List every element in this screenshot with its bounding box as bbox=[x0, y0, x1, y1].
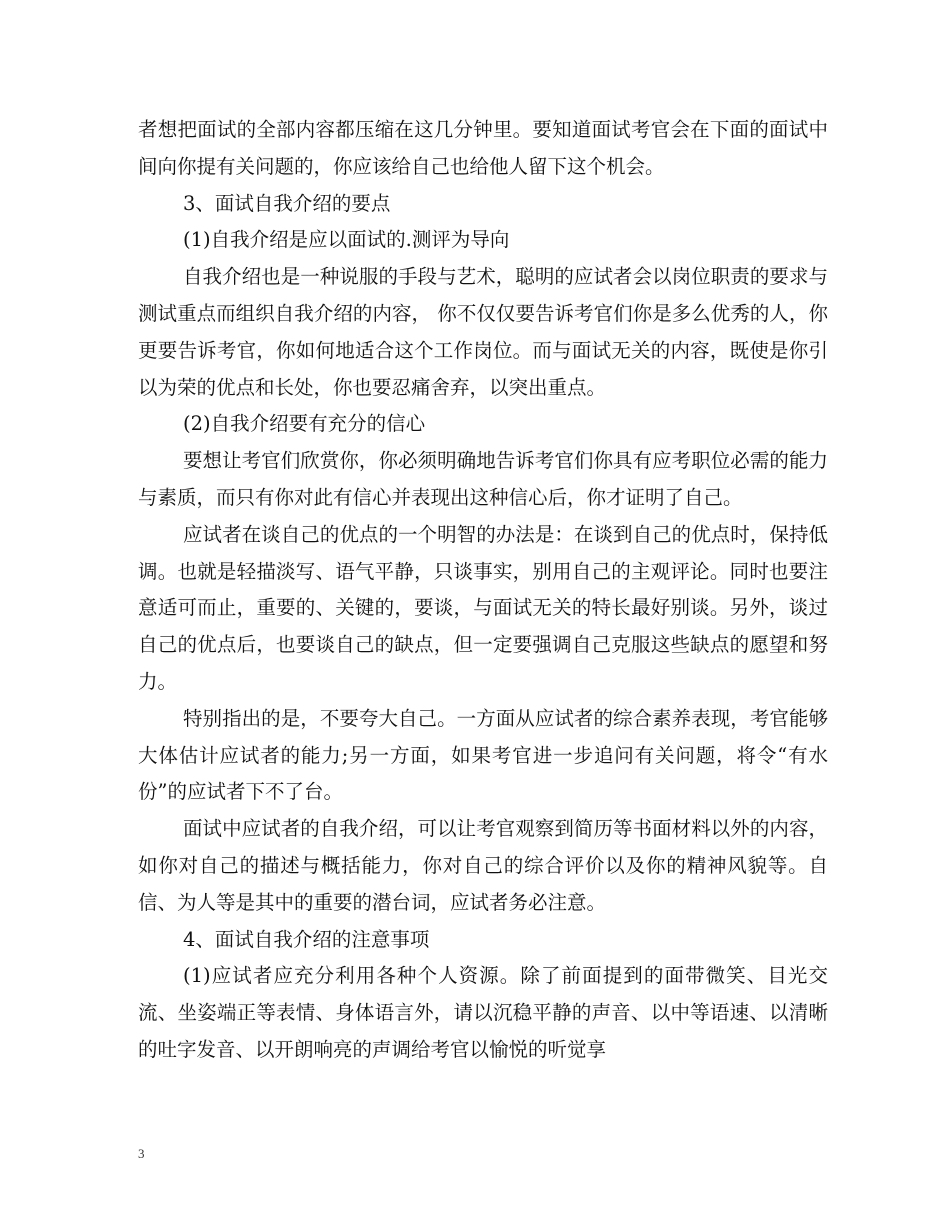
subheading-evaluation-oriented: (1)自我介绍是应以面试的.测评为导向 bbox=[183, 228, 510, 252]
subheading-confidence: (2)自我介绍要有充分的信心 bbox=[183, 412, 426, 436]
paragraph-continuation: 者想把面试的全部内容都压缩在这几分钟里。要知道面试考官会在下面的面试中间向你提有关问题的，你应该给自己也给他人留下这个机会。 bbox=[138, 118, 828, 178]
document-body bbox=[138, 112, 828, 1069]
paragraph-self-introduction-value: 面试中应试者的自我介绍，可以让考官观察到简历等书面材料以外的内容，如你对自己的描述与概括能力，你对自己的综合评价以及你的精神风貌等。自信、为人等是其中的重要的潜台词，应试者务必注意。 bbox=[138, 817, 828, 914]
page-number: 3 bbox=[138, 1146, 145, 1161]
paragraph-personal-resources: (1)应试者应充分利用各种个人资源。除了前面提到的面带微笑、目光交流、坐姿端正等表情、身体语言外，请以沉稳平静的声音、以中等语速、以清晰的吐字发音、以开朗响亮的声调给考官以愉悦的听觉享 bbox=[138, 964, 828, 1061]
paragraph-confidence: 要想让考官们欣赏你，你必须明确地告诉考官们你具有应考职位必需的能力与素质，而只有你对此有信心并表现出这种信心后，你才证明了自己。 bbox=[138, 449, 828, 509]
paragraph-persuasion: 自我介绍也是一种说服的手段与艺术，聪明的应试者会以岗位职责的要求与测试重点而组织自我介绍的内容， 你不仅仅要告诉考官们你是多么优秀的人，你更要告诉考官，你如何地适合这个工作岗位。而与面试无关的内容，既使是你引以为荣的优点和长处，你也要忍痛舍弃，以突出重点。 bbox=[138, 265, 828, 399]
paragraph-no-exaggeration: 特别指出的是，不要夸大自己。一方面从应试者的综合素养表现，考官能够大体估计应试者的能力;另一方面，如果考官进一步追问有关问题，将令“有水份”的应试者下不了台。 bbox=[138, 706, 828, 804]
section-heading-precautions: 4、面试自我介绍的注意事项 bbox=[183, 927, 430, 951]
paragraph-strengths: 应试者在谈自己的优点的一个明智的办法是：在谈到自己的优点时，保持低调。也就是轻描淡写、语气平静，只谈事实，别用自己的主观评论。同时也要注意适可而止，重要的、关键的，要谈，与面试无关的特长最好别谈。另外，谈过自己的优点后，也要谈自己的缺点，但一定要强调自己克服这些缺点的愿望和努力。 bbox=[138, 522, 828, 693]
section-heading-key-points: 3、面试自我介绍的要点 bbox=[183, 191, 391, 215]
